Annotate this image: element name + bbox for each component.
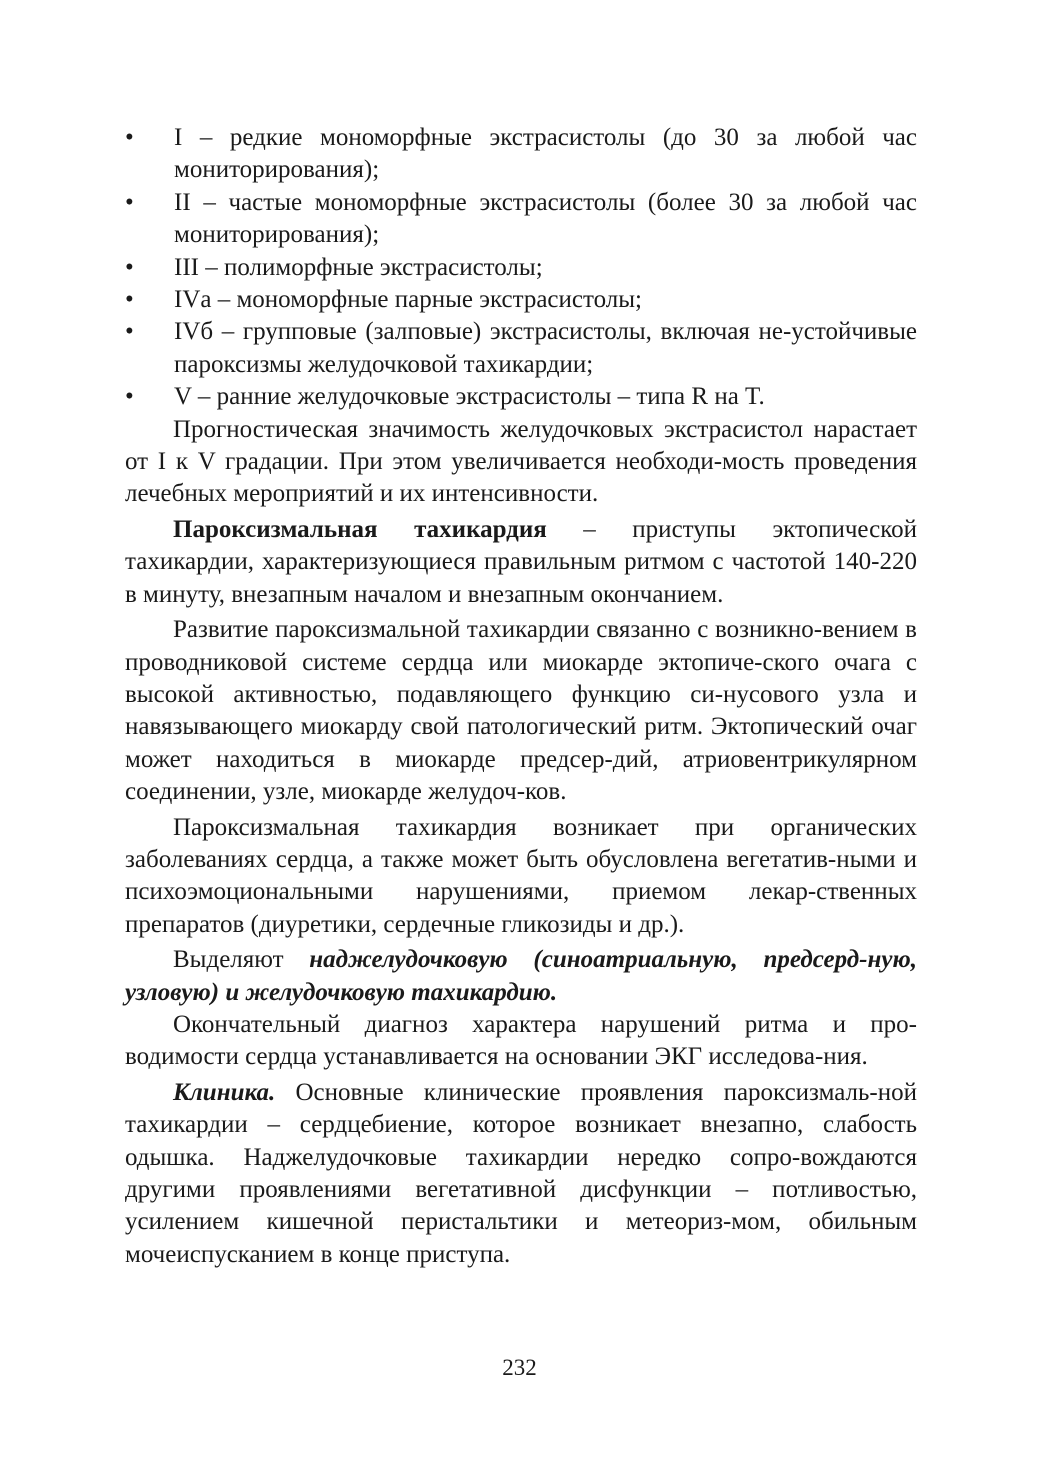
list-item: [125, 122, 917, 187]
bullet-icon: •: [125, 188, 134, 216]
paragraph-definition: [125, 514, 917, 611]
list-item-text: III – полиморфные экстрасистолы;: [174, 253, 543, 281]
paragraph-development: Развитие пароксизмальной тахикардии связанно с возникно-вением в проводниковой системе сердца или миокарде эктопиче-ского очага с высокой активностью, подавляющего функцию си-нусового узла и навязывающего миокарду свой патологический ритм. Эктопический очаг может находиться в миокарде предсер-дий, атриовентрикулярном соединении, узле, миокарде желудоч-ков.: [125, 616, 917, 806]
paragraph-prognosis: Прогностическая значимость желудочковых экстрасистол нарастает от I к V градации. При этом увеличивается необходи-мость проведения лечебных мероприятий и их интенсивности.: [125, 415, 917, 508]
term-clinic: Клиника.: [173, 1078, 276, 1106]
list-item: [125, 252, 917, 284]
clinic-text: Основные клинические проявления пароксизмаль-ной тахикардии – сердцебиение, которое возникает внезапно, слабость одышка. Наджелудочковые тахикардии нередко сопро-вождаются другими проявлениями вегетативной дисфункции – потливостью, усилением кишечной перистальтики и метеориз-мом, обильным мочеиспусканием в конце приступа.: [125, 1078, 917, 1268]
paragraph-clinic: [125, 1077, 917, 1271]
types-emphasis: наджелудочковую (синоатриальную, предсерд-ную, узловую) и желудочковую тахикардию.: [125, 946, 917, 1006]
list-item: [125, 316, 917, 381]
list-item: [125, 187, 917, 252]
paragraph-diagnosis: Окончательный диагноз характера нарушений ритма и про-водимости сердца устанавливается на основании ЭКГ исследова-ния.: [125, 1010, 917, 1071]
list-item: [125, 284, 917, 316]
paragraph-causes: Пароксизмальная тахикардия возникает при органических заболеваниях сердца, а также может быть обусловлена вегетатив-ными и психоэмоциональными нарушениями, приемом лекар-ственных препаратов (диуретики, сердечные гликозиды и др.).: [125, 813, 917, 938]
list-item-text: I – редкие мономорфные экстрасистолы (до 30 за любой час мониторирования);: [174, 124, 917, 184]
list-item-text: IVб – групповые (залповые) экстрасистолы, включая не-устойчивые пароксизмы желудочковой тахикардии;: [174, 318, 917, 378]
list-item-text: V – ранние желудочковые экстрасистолы – типа R на T.: [174, 383, 765, 411]
page-number: 232: [502, 1355, 537, 1380]
bullet-icon: •: [125, 318, 134, 346]
types-lead: Выделяют: [173, 946, 310, 974]
term-paroxysmal-tachycardia: Пароксизмальная тахикардия: [173, 515, 547, 543]
list-item-text: II – частые мономорфные экстрасистолы (более 30 за любой час мониторирования);: [174, 188, 917, 249]
gradation-list: [125, 122, 917, 414]
list-item-text: IVа – мономорфные парные экстрасистолы;: [174, 286, 642, 314]
definition-text: – приступы эктопической тахикардии, характеризующиеся правильным ритмом с частотой 140-220 в минуту, внезапным началом и внезапным окончанием.: [125, 515, 917, 608]
paragraph-types: [125, 944, 917, 1009]
page-body: [125, 122, 917, 1271]
bullet-icon: •: [125, 383, 134, 411]
bullet-icon: •: [125, 253, 134, 281]
list-item: [125, 381, 917, 413]
bullet-icon: •: [125, 124, 134, 151]
bullet-icon: •: [125, 286, 134, 314]
